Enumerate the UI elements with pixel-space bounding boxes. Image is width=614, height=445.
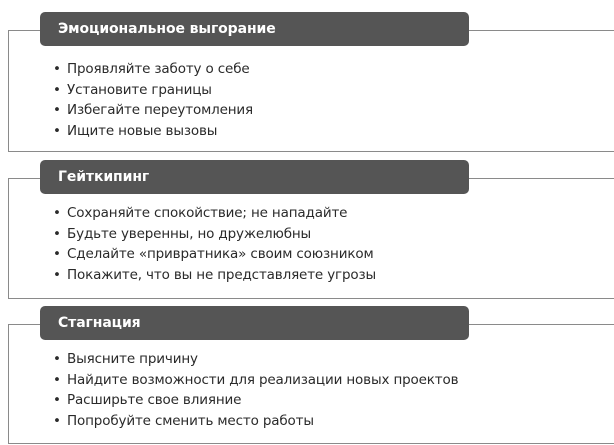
list-item (53, 349, 458, 370)
list-item-text: Попробуйте сменить место работы (67, 412, 314, 429)
section-title: Гейткипинг (58, 169, 150, 185)
bullet-icon: • (53, 392, 61, 408)
bullet-icon: • (53, 371, 61, 388)
bullet-icon: • (53, 61, 61, 77)
section-gatekeeping (8, 160, 614, 299)
list-item-text: Проявляйте заботу о себе (67, 61, 250, 77)
tips-list (53, 59, 253, 141)
bullet-icon: • (53, 225, 61, 242)
list-item-text: Сделайте «привратника» своим союзником (67, 246, 374, 262)
list-item (53, 100, 253, 121)
list-item (53, 411, 458, 432)
bullet-icon: • (53, 205, 61, 221)
list-item-text: Расширьте свое влияние (67, 392, 242, 408)
bullet-icon: • (53, 351, 61, 367)
section-header (40, 306, 469, 340)
tips-list (53, 349, 458, 431)
bullet-icon: • (53, 102, 61, 118)
section-header (40, 12, 469, 46)
list-item (53, 224, 376, 245)
list-item-text: Будьте уверенны, но дружелюбны (67, 225, 312, 242)
list-item-text: Установите границы (67, 81, 212, 98)
bullet-icon: • (53, 266, 61, 283)
section-stagnation (8, 306, 614, 444)
list-item (53, 390, 458, 411)
list-item-text: Найдите возможности для реализации новых проектов (67, 371, 459, 388)
list-item-text: Покажите, что вы не представляете угрозы (67, 266, 377, 283)
bullet-icon: • (53, 81, 61, 98)
bullet-icon: • (53, 122, 61, 139)
section-title: Стагнация (58, 315, 141, 331)
list-item-text: Избегайте переутомления (67, 102, 254, 118)
list-item (53, 121, 253, 142)
list-item (53, 59, 253, 80)
list-item (53, 203, 376, 224)
list-item (53, 244, 376, 265)
section-header (40, 160, 469, 194)
list-item-text: Ищите новые вызовы (67, 122, 218, 139)
section-burnout (8, 12, 614, 152)
section-title: Эмоциональное выгорание (58, 21, 276, 37)
list-item-text: Выясните причину (67, 351, 198, 367)
list-item (53, 80, 253, 101)
list-item (53, 370, 458, 391)
list-item (53, 265, 376, 286)
list-item-text: Сохраняйте спокойствие; не нападайте (67, 205, 348, 221)
bullet-icon: • (53, 246, 61, 262)
bullet-icon: • (53, 412, 61, 429)
tips-list (53, 203, 376, 285)
